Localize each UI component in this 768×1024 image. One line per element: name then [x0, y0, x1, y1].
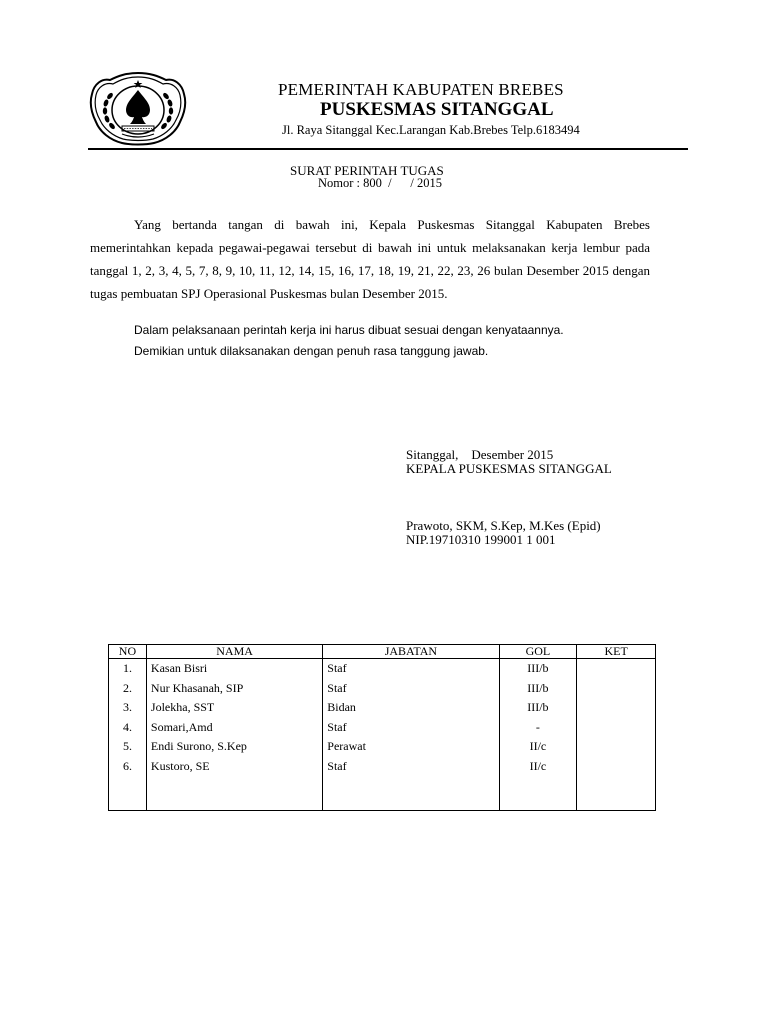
- cell-no: 6.: [109, 757, 147, 777]
- cell-no: 1.: [109, 659, 147, 679]
- table-row: [109, 659, 656, 679]
- table-row: [109, 718, 656, 738]
- cell-no: 3.: [109, 698, 147, 718]
- staff-table-body: [109, 659, 656, 811]
- letterhead-divider: [88, 148, 688, 150]
- cell-gol: II/c: [499, 737, 577, 757]
- cell-ket: [577, 679, 656, 699]
- header-ket: KET: [577, 645, 656, 659]
- cell-no: 2.: [109, 679, 147, 699]
- body-paragraph-1: Yang bertanda tangan di bawah ini, Kepala Puskesmas Sitanggal Kabupaten Brebes memerintahkan kepada pegawai-pegawai tersebut di bawah ini untuk melaksanakan kerja lembur pada tanggal 1, 2, 3, 4, 5, 7, 8, 9, 10, 11, 12, 14, 15, 16, 17, 18, 19, 21, 22, 23, 26 bulan Desember 2015 dengan tugas pembuatan SPJ Operasional Puskesmas bulan Desember 2015.: [90, 217, 650, 301]
- header-nama: NAMA: [146, 645, 322, 659]
- cell-gol: III/b: [499, 698, 577, 718]
- cell-ket: [577, 659, 656, 679]
- table-row: [109, 737, 656, 757]
- header-no: NO: [109, 645, 147, 659]
- letter-body: [90, 213, 650, 305]
- institution-address: Jl. Raya Sitanggal Kec.Larangan Kab.Brebes Telp.6183494: [282, 123, 580, 137]
- cell-nama: Kustoro, SE: [146, 757, 322, 777]
- cell-ket-empty: [577, 776, 656, 811]
- cell-jabatan: Staf: [323, 718, 499, 738]
- cell-gol: III/b: [499, 679, 577, 699]
- table-row: [109, 679, 656, 699]
- cell-no: 4.: [109, 718, 147, 738]
- cell-nama: Kasan Bisri: [146, 659, 322, 679]
- cell-nama-empty: [146, 776, 322, 811]
- letter-title: SURAT PERINTAH TUGAS: [290, 163, 444, 178]
- letter-number: Nomor : 800 / / 2015: [318, 176, 442, 190]
- institution-name: PUSKESMAS SITANGGAL: [320, 99, 554, 120]
- cell-gol: -: [499, 718, 577, 738]
- closing-paragraph: [134, 320, 564, 362]
- cell-nama: Somari,Amd: [146, 718, 322, 738]
- cell-jabatan: Perawat: [323, 737, 499, 757]
- table-empty-row: [109, 776, 656, 811]
- table-row: [109, 757, 656, 777]
- table-header-row: [109, 645, 656, 659]
- cell-ket: [577, 718, 656, 738]
- cell-ket: [577, 757, 656, 777]
- cell-nama: Endi Surono, S.Kep: [146, 737, 322, 757]
- signature-nip: NIP.19710310 199001 1 001: [406, 532, 556, 547]
- cell-jabatan: Staf: [323, 757, 499, 777]
- cell-ket: [577, 698, 656, 718]
- cell-jabatan: Staf: [323, 679, 499, 699]
- cell-no-empty: [109, 776, 147, 811]
- cell-jabatan: Staf: [323, 659, 499, 679]
- header-gol: GOL: [499, 645, 577, 659]
- cell-jabatan: Bidan: [323, 698, 499, 718]
- signature-name: Prawoto, SKM, S.Kep, M.Kes (Epid): [406, 518, 601, 533]
- cell-no: 5.: [109, 737, 147, 757]
- closing-line-2: Demikian untuk dilaksanakan dengan penuh rasa tanggung jawab.: [134, 344, 489, 358]
- regency-emblem-icon: [88, 70, 188, 146]
- cell-nama: Jolekha, SST: [146, 698, 322, 718]
- cell-gol: III/b: [499, 659, 577, 679]
- header-jabatan: JABATAN: [323, 645, 499, 659]
- government-name: PEMERINTAH KABUPATEN BREBES: [278, 80, 564, 99]
- cell-nama: Nur Khasanah, SIP: [146, 679, 322, 699]
- cell-gol: II/c: [499, 757, 577, 777]
- cell-jabatan-empty: [323, 776, 499, 811]
- staff-table: [108, 644, 656, 811]
- cell-gol-empty: [499, 776, 577, 811]
- cell-ket: [577, 737, 656, 757]
- signature-place-date: Sitanggal, Desember 2015: [406, 447, 554, 462]
- closing-line-1: Dalam pelaksanaan perintah kerja ini harus dibuat sesuai dengan kenyataannya.: [134, 323, 564, 337]
- signature-position: KEPALA PUSKESMAS SITANGGAL: [406, 461, 612, 476]
- table-row: [109, 698, 656, 718]
